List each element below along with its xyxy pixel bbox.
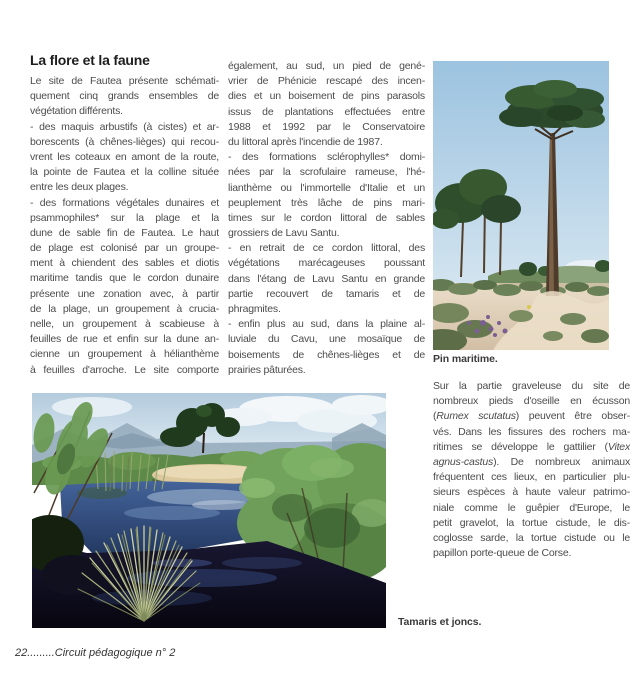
text-line: également, au sud, un pied de gené- <box>228 60 425 72</box>
text-line: végétation différents. <box>30 105 123 118</box>
pine-tree-photo <box>433 61 609 350</box>
text-line: papillon porte-queue de Corse. <box>433 547 572 560</box>
text-line: issus de plantations effectuées entre <box>228 105 425 118</box>
text-line: la pointe de Fautea et la colline située <box>30 166 219 179</box>
footer-booklet-title: Circuit pédagogique n° 2 <box>54 647 176 659</box>
page-number: 22 <box>15 647 28 659</box>
text-line: vrier de Phénicie rescapé des incen- <box>228 75 425 88</box>
right-column-lines <box>433 379 630 561</box>
middle-text-column <box>228 59 425 378</box>
text-line: prairies pâturées. <box>228 363 306 376</box>
left-text-column <box>30 51 219 378</box>
text-line: agnus-castus). De nombreux animaux <box>433 455 630 468</box>
text-line: phragmites. <box>228 303 281 315</box>
left-column-lines <box>30 74 219 378</box>
pine-photo-caption: Pin maritime. <box>433 353 498 365</box>
text-line: nelle, un groupement à scabieuse à <box>30 318 219 330</box>
text-line: petit gravelot, la tortue cistude, le dis- <box>433 516 630 529</box>
text-line: - des formations sclérophylles* domi- <box>228 151 425 164</box>
text-line: de plage est colonisé par un groupe- <box>30 242 219 255</box>
text-line: de la plage, un groupement à crucia- <box>30 302 219 315</box>
text-line: Le site de Fautea présente schémati- <box>30 75 219 87</box>
middle-column-lines <box>228 59 425 378</box>
text-line: nombreux pieds d'oseille en écusson <box>433 395 630 408</box>
text-line: fréquentent ces lieux, en particulier plu- <box>433 471 630 484</box>
wetland-pond-photo <box>32 393 386 628</box>
text-line: sieurs espèces à haute valeur patrimo- <box>433 486 630 499</box>
right-text-column <box>433 379 630 561</box>
pine-photo-illustration <box>433 61 609 350</box>
text-line: dune de sable fin de Fautea. Le haut <box>30 226 219 239</box>
text-line: times sur le cordon littoral de sables <box>228 211 425 224</box>
text-line: vrent les coteaux en amont de la route, <box>30 150 219 163</box>
text-line: peuplement très lâche de pins mari- <box>228 196 425 209</box>
text-line: cienne un groupement à hélianthème <box>30 348 219 361</box>
text-line: - en retrait de ce cordon littoral, des <box>228 242 425 255</box>
text-line: quement cinq grands ensembles de <box>30 90 219 103</box>
text-line: grossiers de Lavu Santu. <box>228 227 340 240</box>
text-line: vés. Dans les fissures des rochers ma- <box>433 425 630 438</box>
text-line: luviale du Cavu, une mosaïque de <box>228 333 425 346</box>
text-line: maritime tandis que le cordon dunaire <box>30 272 219 285</box>
text-line: coglosse sarde, la tortue cistude ou le <box>433 531 630 544</box>
text-line: lianthème ou l'immortelle d'Italie et un <box>228 181 425 194</box>
text-line: ritimes se développe le gattilier (Vitex <box>433 440 630 453</box>
text-line: dies et un boisement de pins parasols <box>228 90 425 103</box>
text-line: - des maquis arbustifs (à cistes) et ar- <box>30 120 219 133</box>
text-line: présente une zonation avec, à partir <box>30 287 219 300</box>
text-line: 1988 et 1992 par le Conservatoire <box>228 120 425 133</box>
text-line: - enfin plus au sud, dans la plaine al- <box>228 318 425 331</box>
text-line: entre les deux plages. <box>30 181 129 194</box>
text-line: niale comme le guêpier d'Europe, le <box>433 501 630 514</box>
text-line: végétations marécageuses poussant <box>228 257 425 270</box>
text-line: Sur la partie graveleuse du site de <box>433 380 630 392</box>
footer-dots: ......... <box>27 647 55 659</box>
text-line: ment à chiendent des sables et diotis <box>30 257 219 270</box>
text-line: nées par la scrofulaire rameuse, l'hé- <box>228 166 425 179</box>
text-line: partie recouvert de tamaris et de <box>228 287 425 300</box>
page-footer <box>15 647 175 659</box>
text-line: du littoral après l'incendie de 1987. <box>228 135 383 148</box>
section-title: La flore et la faune <box>30 52 150 68</box>
text-line: - des formations végétales dunaires et <box>30 196 219 209</box>
text-line: à feuilles d'arroche. Le site comporte <box>30 363 219 376</box>
pond-photo-caption: Tamaris et joncs. <box>398 616 482 628</box>
text-line: (Rumex scutatus) peuvent être obser- <box>433 410 630 423</box>
text-line: dans l'étang de Lavu Santu en grande <box>228 272 425 285</box>
text-line: borescents (à chênes-lièges) qui recou- <box>30 135 219 148</box>
pond-photo-illustration <box>32 393 386 628</box>
text-line: psammophiles* sur la plage et la <box>30 211 219 224</box>
text-line: boisements de chênes-lièges et de <box>228 348 425 361</box>
text-line: feuilles de rue et enfin sur la dune an- <box>30 333 219 346</box>
